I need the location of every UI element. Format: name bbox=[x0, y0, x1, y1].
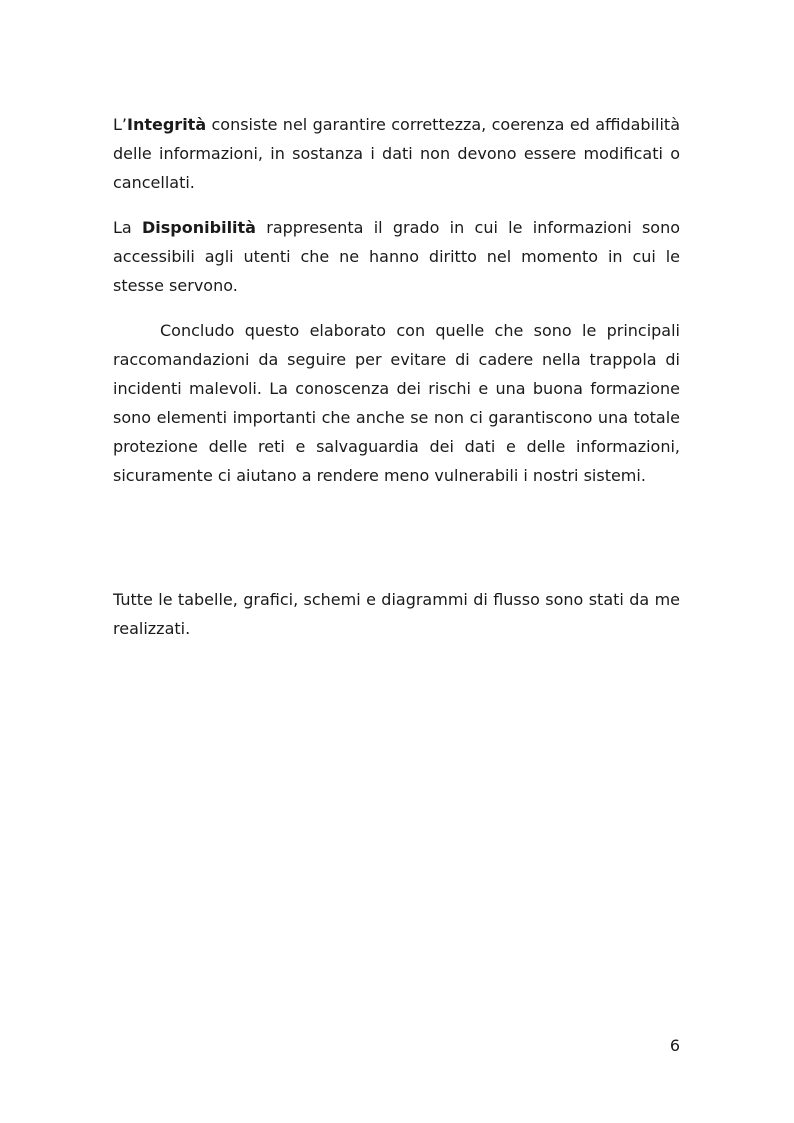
integrita-term: Integrità bbox=[127, 115, 207, 134]
disponibilita-text: rappresenta il grado in cui le informazioni sono accessibili agli utenti che ne hanno diritto nel momento in cui le stesse servono. bbox=[113, 218, 681, 295]
paragraph-disponibilita bbox=[113, 213, 680, 300]
page-number: 6 bbox=[669, 1036, 680, 1055]
disponibilita-term: Disponibilità bbox=[142, 218, 256, 237]
page-body bbox=[113, 110, 681, 638]
disponibilita-prefix: La bbox=[113, 218, 143, 237]
paragraph-note: Tutte le tabelle, grafici, schemi e diagrammi di flusso sono stati da me realizzati. bbox=[113, 590, 680, 638]
integrita-text: consiste nel garantire correttezza, coerenza ed affidabilità delle informazioni, in sostanza i dati non devono essere modificati o cancellati. bbox=[113, 115, 680, 192]
paragraph-integrita bbox=[113, 110, 680, 197]
paragraph-conclusion: Concludo questo elaborato con quelle che sono le principali raccomandazioni da seguire per evitare di cadere nella trappola di incidenti malevoli. La conoscenza dei rischi e una buona formazione sono elementi importanti che anche se non ci garantiscono una totale protezione delle reti e salvaguardia dei dati e delle informazioni, sicuramente ci aiutano a rendere meno vulnerabili i nostri sistemi. bbox=[113, 321, 680, 485]
integrita-prefix: L’ bbox=[113, 115, 127, 134]
